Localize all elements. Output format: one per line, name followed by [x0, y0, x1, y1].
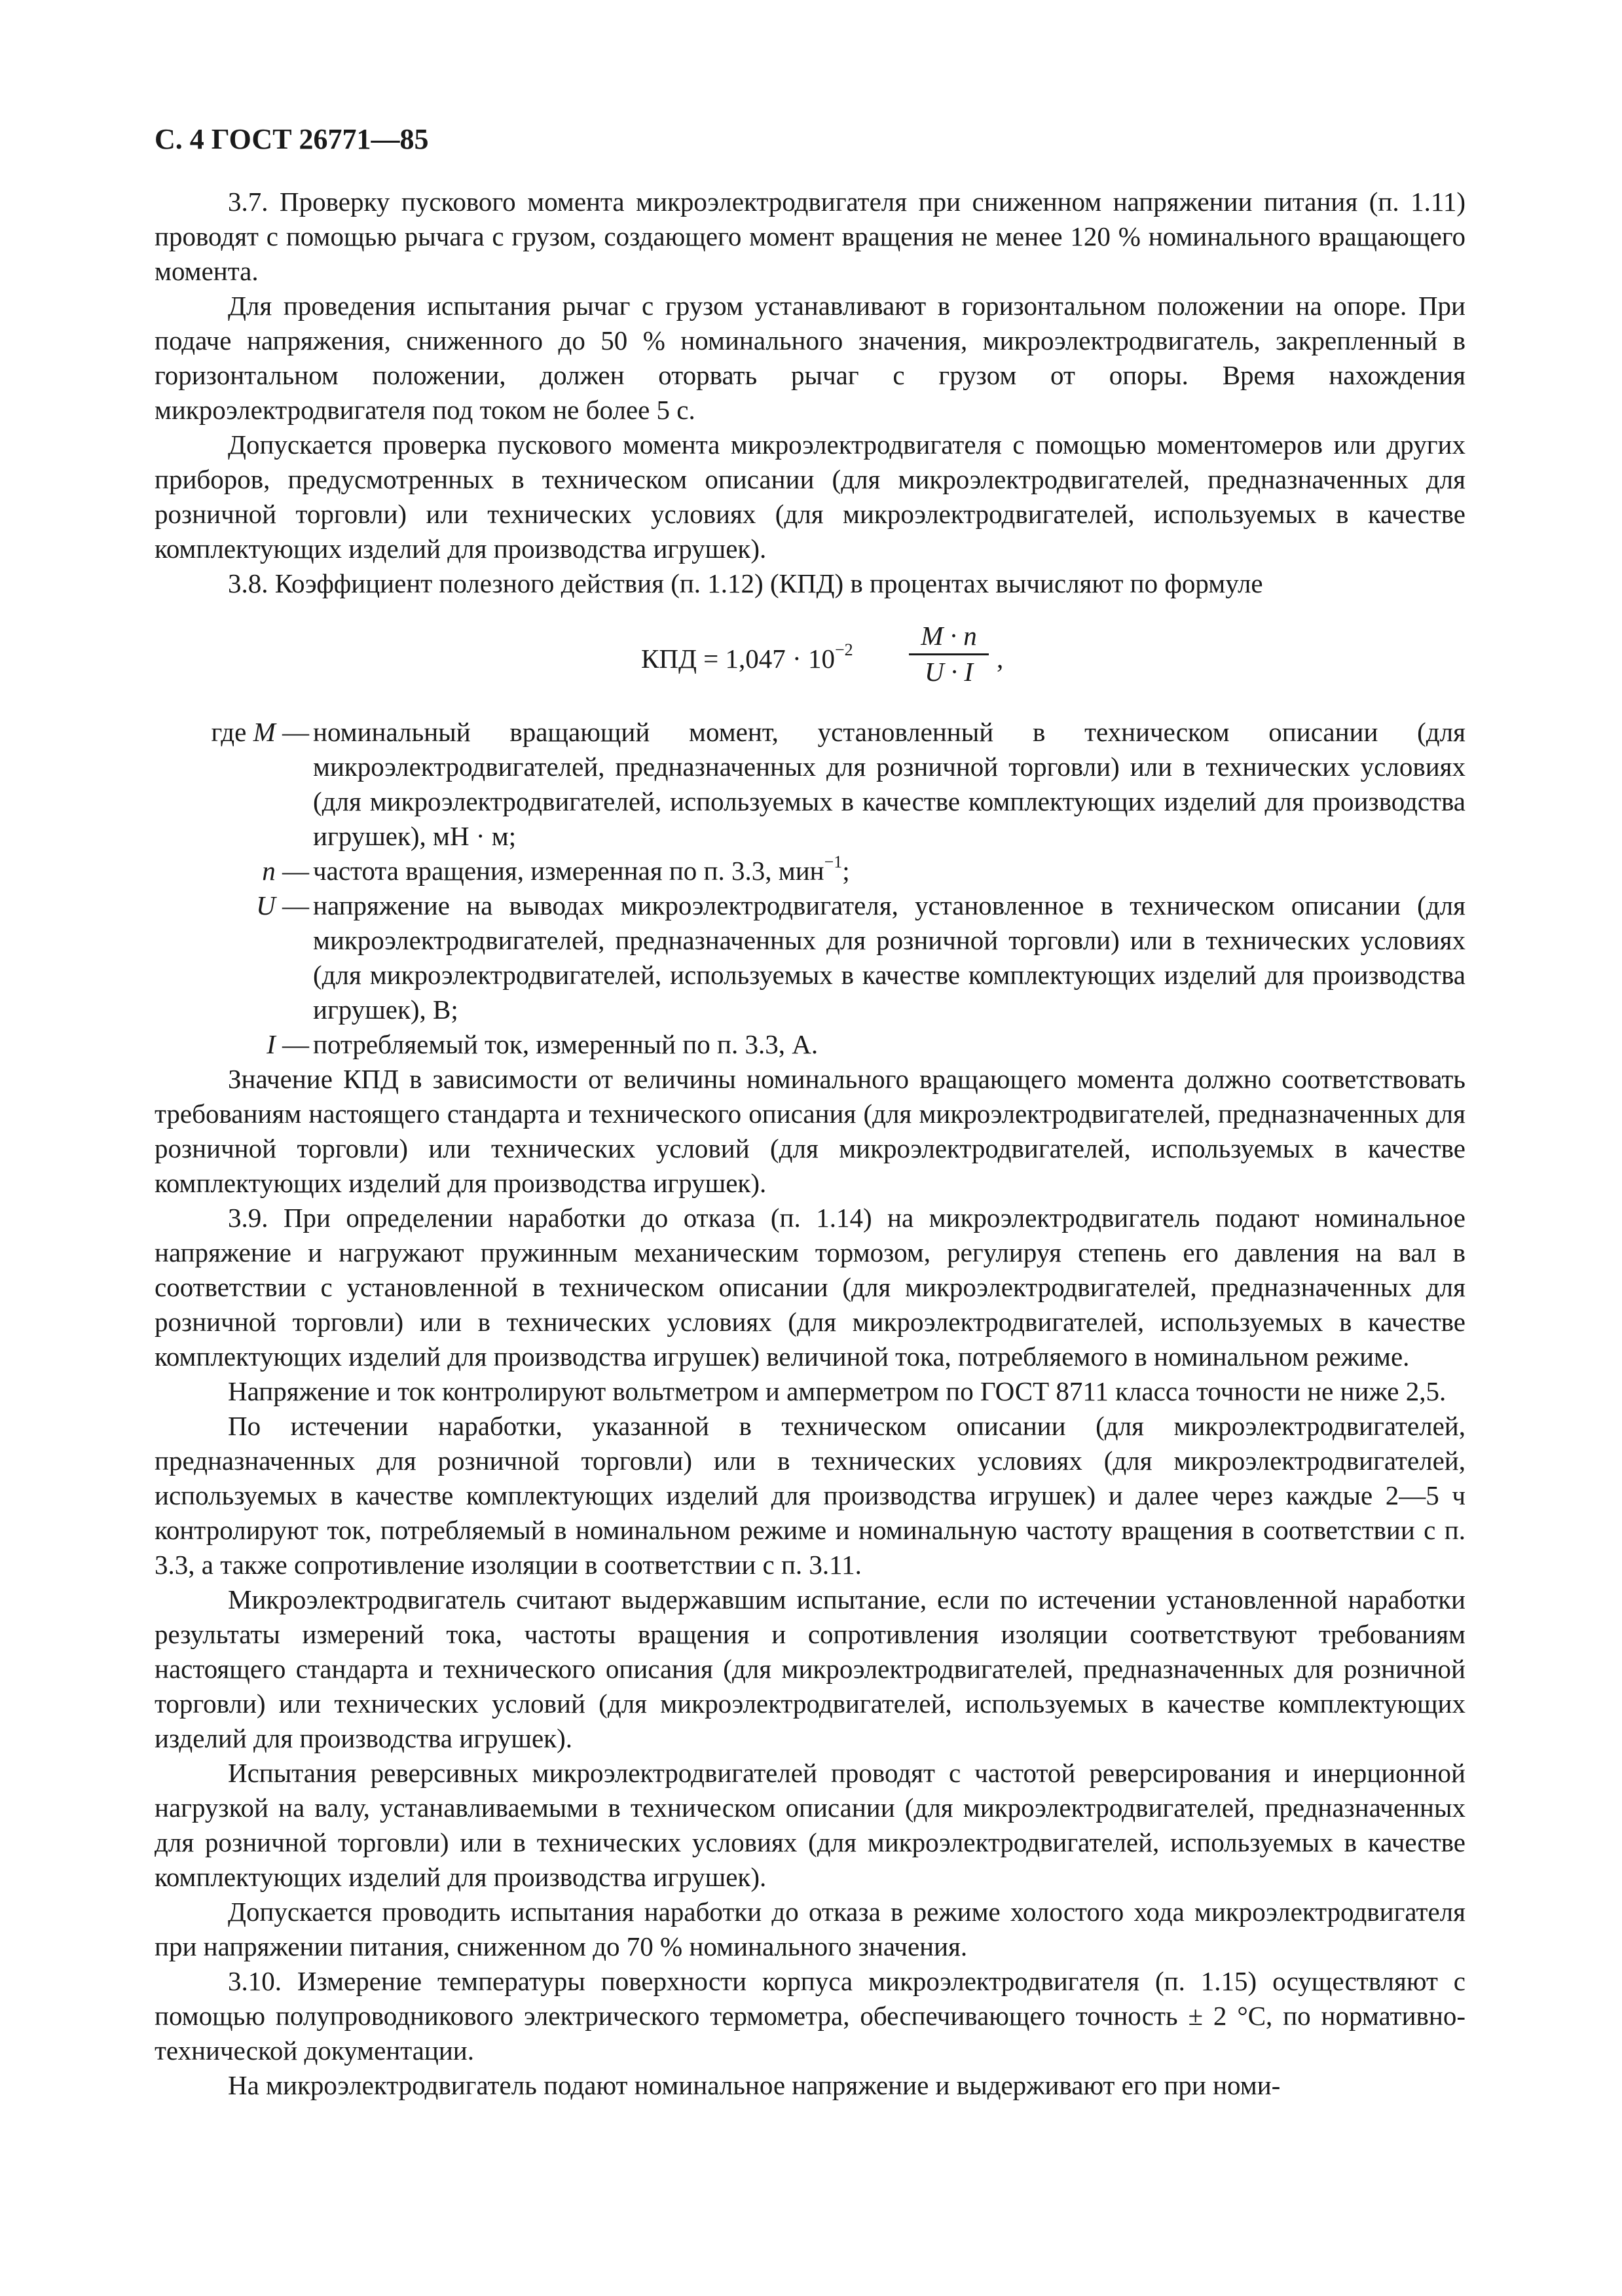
formula-definitions	[155, 715, 1465, 1062]
definition-term: n —	[262, 856, 309, 886]
formula-denominator: U · I	[924, 657, 973, 687]
formula-fraction	[905, 619, 993, 688]
formula-comma: ,	[997, 644, 1004, 674]
paragraph-kpd-value: Значение КПД в зависимости от величины номинального вращающего момента должно соответствовать требованиям настоящего стандарта и технического описания (для микроэлектродвигателей, предназначенных для розничной торговли) или технических условий (для микроэлектродвигателей, используемых в качестве комплектующих изделий для производства игрушек).	[155, 1064, 1465, 1198]
definition-text: потребляемый ток, измеренный по п. 3.3, А.	[313, 1029, 819, 1059]
definition-text: номинальный вращающий момент, установленный в техническом описании (для микроэлектродвигателей, предназначенных для розничной торговли) или в технических условиях (для микроэлектродвигателей, используемых в качестве комплектующих изделий для производства игрушек), мН · м;	[313, 717, 1465, 851]
definition-item	[155, 854, 1465, 888]
definition-term: U —	[256, 890, 309, 920]
page-header: С. 4 ГОСТ 26771—85	[155, 123, 429, 155]
paragraph-3-9-idle: Допускается проводить испытания наработки до отказа в режиме холостого хода микроэлектродвигателя при напряжении питания, сниженном до 70 % номинального значения.	[155, 1897, 1465, 1961]
paragraph-3-7-alt: Допускается проверка пускового момента микроэлектродвигателя с помощью моментомеров или других приборов, предусмотренных в техническом описании (для микроэлектродвигателей, предназначенных для розничной торговли) или технических условиях (для микроэлектродвигателей, используемых в качестве комплектующих изделий для производства игрушек).	[155, 429, 1465, 564]
definition-item	[155, 888, 1465, 1027]
definition-text: напряжение на выводах микроэлектродвигателя, установленное в техническом описании (для микроэлектродвигателей, предназначенных для розничной торговли) или в технических условиях (для микроэлектродвигателей, используемых в качестве комплектующих изделий для производства игрушек), В;	[313, 890, 1465, 1025]
definition-term: где M —	[211, 717, 309, 747]
document-body	[155, 185, 1465, 2103]
paragraph-3-7: 3.7. Проверку пускового момента микроэлектродвигателя при сниженном напряжении питания (п. 1.11) проводят с помощью рычага с грузом, создающего момент вращения не менее 120 % номинального вращающего момента.	[155, 187, 1465, 286]
paragraph-3-9: 3.9. При определении наработки до отказа (п. 1.14) на микроэлектродвигатель подают номинальное напряжение и нагружают пружинным механическим тормозом, регулируя степень его давления на вал в соответствии с установленной в техническом описании (для микроэлектродвигателей, предназначенных для розничной торговли) или в технических условиях (для микроэлектродвигателей, используемых в качестве комплектующих изделий для производства игрушек) величиной тока, потребляемого в номинальном режиме.	[155, 1203, 1465, 1372]
paragraph-3-9-reversible: Испытания реверсивных микроэлектродвигателей проводят с частотой реверсирования и инерционной нагрузкой на валу, устанавливаемыми в техническом описании (для микроэлектродвигателей, предназначенных для розничной торговли) или в технических условиях (для микроэлектродвигателей, используемых в качестве комплектующих изделий для производства игрушек).	[155, 1758, 1465, 1892]
kpd-formula	[155, 619, 1465, 698]
formula-lhs: КПД = $1,047 \cdot 10^{-2}$	[641, 640, 853, 674]
formula-numerator: M · n	[921, 621, 977, 651]
definition-text: частота вращения, измеренная по п. 3.3, мин$^{-1}$;	[313, 852, 850, 886]
paragraph-3-10-continued: На микроэлектродвигатель подают номинальное напряжение и выдерживают его при номи-	[228, 2070, 1281, 2100]
definition-item	[155, 715, 1465, 854]
paragraph-3-8: 3.8. Коэффициент полезного действия (п. 1.12) (КПД) в процентах вычисляют по формуле	[228, 568, 1263, 598]
paragraph-3-9-control: По истечении наработки, указанной в техническом описании (для микроэлектродвигателей, предназначенных для розничной торговли) или в технических условиях (для микроэлектродвигателей, используемых в качестве комплектующих изделий для производства игрушек) и далее через каждые 2—5 ч контролируют ток, потребляемый в номинальном режиме и номинальную частоту вращения в соответствии с п. 3.3, а также сопротивление изоляции в соответствии с п. 3.11.	[155, 1411, 1465, 1580]
paragraph-3-10: 3.10. Измерение температуры поверхности корпуса микроэлектродвигателя (п. 1.15) осуществляют с помощью полупроводникового электрического термометра, обеспечивающего точность ± 2 °С, по нормативно-технической документации.	[155, 1966, 1465, 2066]
formula-exponent: −2	[834, 640, 853, 660]
paragraph-3-7-test: Для проведения испытания рычаг с грузом устанавливают в горизонтальном положении на опоре. При подаче напряжения, сниженного до 50 % номинального значения, микроэлектродвигатель, закрепленный в горизонтальном положении, должен оторвать рычаг с грузом от опоры. Время нахождения микроэлектродвигателя под током не более 5 с.	[155, 291, 1465, 425]
definition-term: I —	[267, 1029, 309, 1059]
paragraph-3-9-criteria: Микроэлектродвигатель считают выдержавшим испытание, если по истечении установленной наработки результаты измерений тока, частоты вращения и сопротивления изоляции соответствуют требованиям настоящего стандарта и технического описания (для микроэлектродвигателей, предназначенных для розничной торговли) или технических условий (для микроэлектродвигателей, используемых в качестве комплектующих изделий для производства игрушек).	[155, 1584, 1465, 1753]
paragraph-3-9-instruments: Напряжение и ток контролируют вольтметром и амперметром по ГОСТ 8711 класса точности не ниже 2,5.	[228, 1376, 1447, 1406]
definition-item	[155, 1027, 1465, 1062]
